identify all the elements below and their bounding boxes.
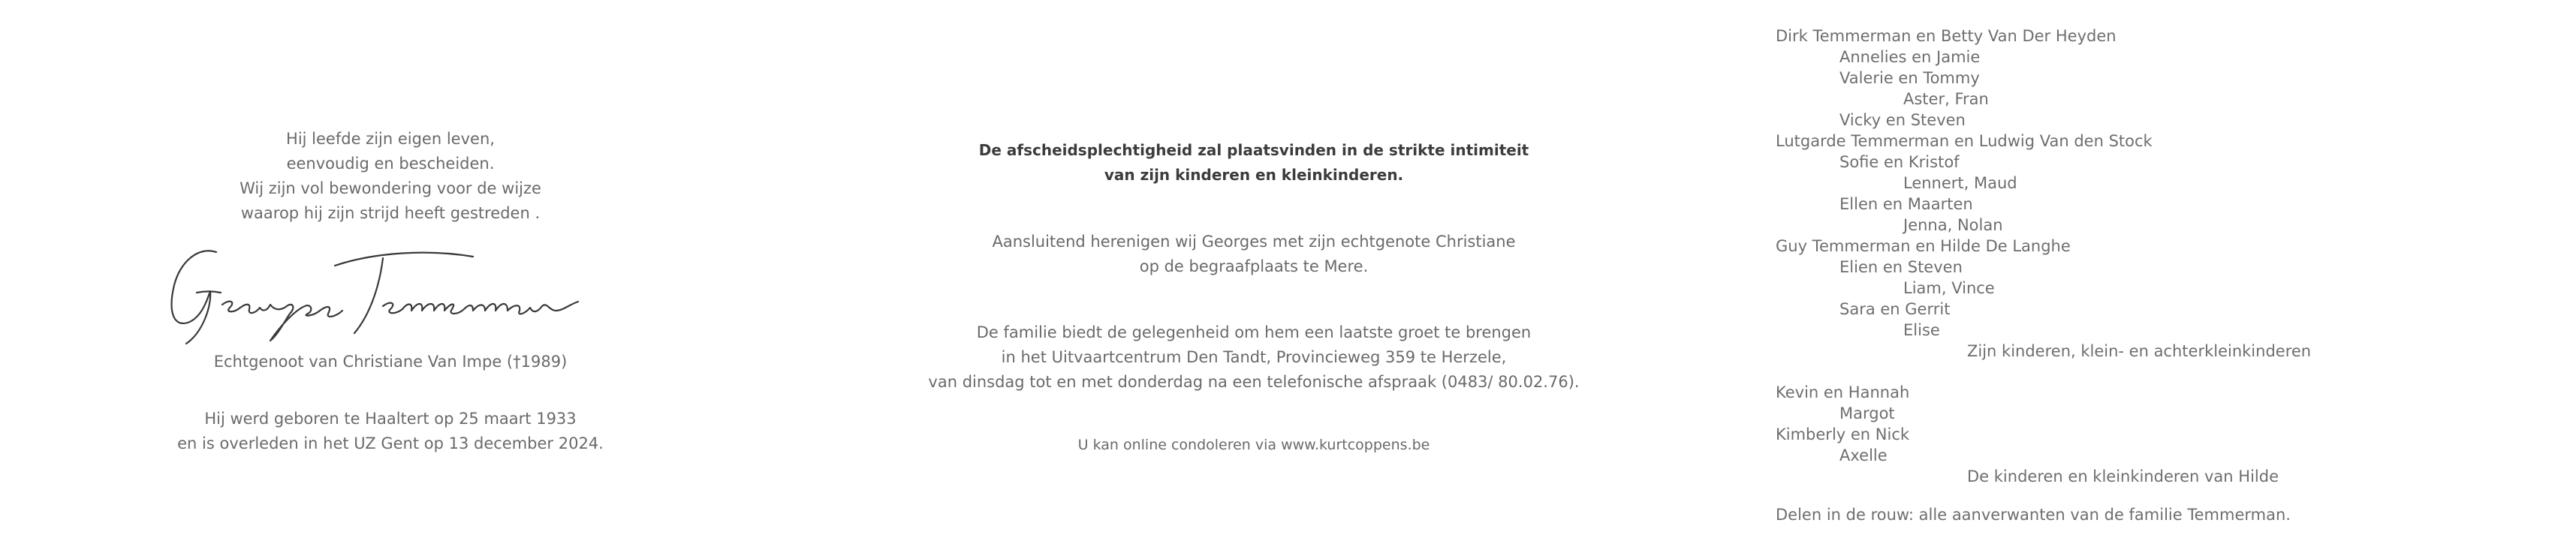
middle-panel xyxy=(856,0,1652,541)
burial-line: op de begraafplaats te Mere. xyxy=(1139,257,1369,275)
family-member-line: Ellen en Maarten xyxy=(1839,195,1973,213)
bio-line: Hij werd geboren te Haaltert op 25 maart 1933 xyxy=(204,410,577,428)
family-member-line: Lutgarde Temmerman en Ludwig Van den Stock xyxy=(1776,132,2153,150)
burial-line: Aansluitend herenigen wij Georges met zijn echtgenote Christiane xyxy=(992,233,1516,251)
visitation-line: van dinsdag tot en met donderdag na een telefonische afspraak (0483/ 80.02.76). xyxy=(928,373,1580,391)
ceremony-line: van zijn kinderen en kleinkinderen. xyxy=(1104,166,1404,184)
bio-line: en is overleden in het UZ Gent op 13 december 2024. xyxy=(177,434,604,452)
family-member-line: Jenna, Nolan xyxy=(1903,216,2003,234)
family-member-line: Dirk Temmerman en Betty Van Der Heyden xyxy=(1776,27,2117,45)
family-member-line: Vicky en Steven xyxy=(1839,111,1966,129)
signature-drawing xyxy=(158,239,623,351)
family-member-line: Kevin en Hannah xyxy=(1776,383,1910,401)
poem-line: eenvoudig en bescheiden. xyxy=(286,155,495,173)
family-list xyxy=(1776,0,2571,541)
left-panel xyxy=(0,0,781,541)
family-member-line: Liam, Vince xyxy=(1903,279,1995,297)
burial-notice xyxy=(856,230,1652,279)
poem-line: Hij leefde zijn eigen leven, xyxy=(286,130,495,148)
family-member-line: Elien en Steven xyxy=(1839,258,1963,276)
family-member-line: Valerie en Tommy xyxy=(1839,69,1980,87)
birth-death-info xyxy=(0,407,781,456)
visitation-line: in het Uitvaartcentrum Den Tandt, Provincieweg 359 te Herzele, xyxy=(1001,348,1507,366)
family-member-line: Margot xyxy=(1839,404,1895,422)
family-member-line: Sofie en Kristof xyxy=(1839,153,1960,171)
family-member-line: Guy Temmerman en Hilde De Langhe xyxy=(1776,237,2071,255)
visitation-notice xyxy=(856,320,1652,395)
visitation-line: De familie biedt de gelegenheid om hem een laatste groet te brengen xyxy=(976,323,1532,341)
poem xyxy=(0,127,781,226)
family-member-line: Elise xyxy=(1903,321,1940,339)
family-group-caption: Zijn kinderen, klein- en achterkleinkinderen xyxy=(1967,342,2312,360)
ceremony-notice xyxy=(856,138,1652,188)
family-member-line: Lennert, Maud xyxy=(1903,174,2017,192)
family-member-line: Annelies en Jamie xyxy=(1839,48,1981,66)
signature-name xyxy=(158,239,623,351)
family-member-line: Kimberly en Nick xyxy=(1776,425,1910,443)
family-member-line: Aster, Fran xyxy=(1903,90,1989,108)
poem-line: waarop hij zijn strijd heeft gestreden . xyxy=(240,204,541,222)
spouse-line: Echtgenoot van Christiane Van Impe (†1989) xyxy=(213,353,568,371)
ceremony-line: De afscheidsplechtigheid zal plaatsvinden in de strikte intimiteit xyxy=(978,141,1529,159)
family-member-line: Delen in de rouw: alle aanverwanten van de familie Temmerman. xyxy=(1776,506,2291,524)
condolences-link[interactable]: U kan online condoleren via www.kurtcoppens.be xyxy=(1077,437,1430,453)
poem-line: Wij zijn vol bewondering voor de wijze xyxy=(240,179,541,197)
family-member-line: Axelle xyxy=(1839,446,1888,464)
family-member-line: Sara en Gerrit xyxy=(1839,300,1951,318)
family-group-caption: De kinderen en kleinkinderen van Hilde xyxy=(1967,467,2279,485)
